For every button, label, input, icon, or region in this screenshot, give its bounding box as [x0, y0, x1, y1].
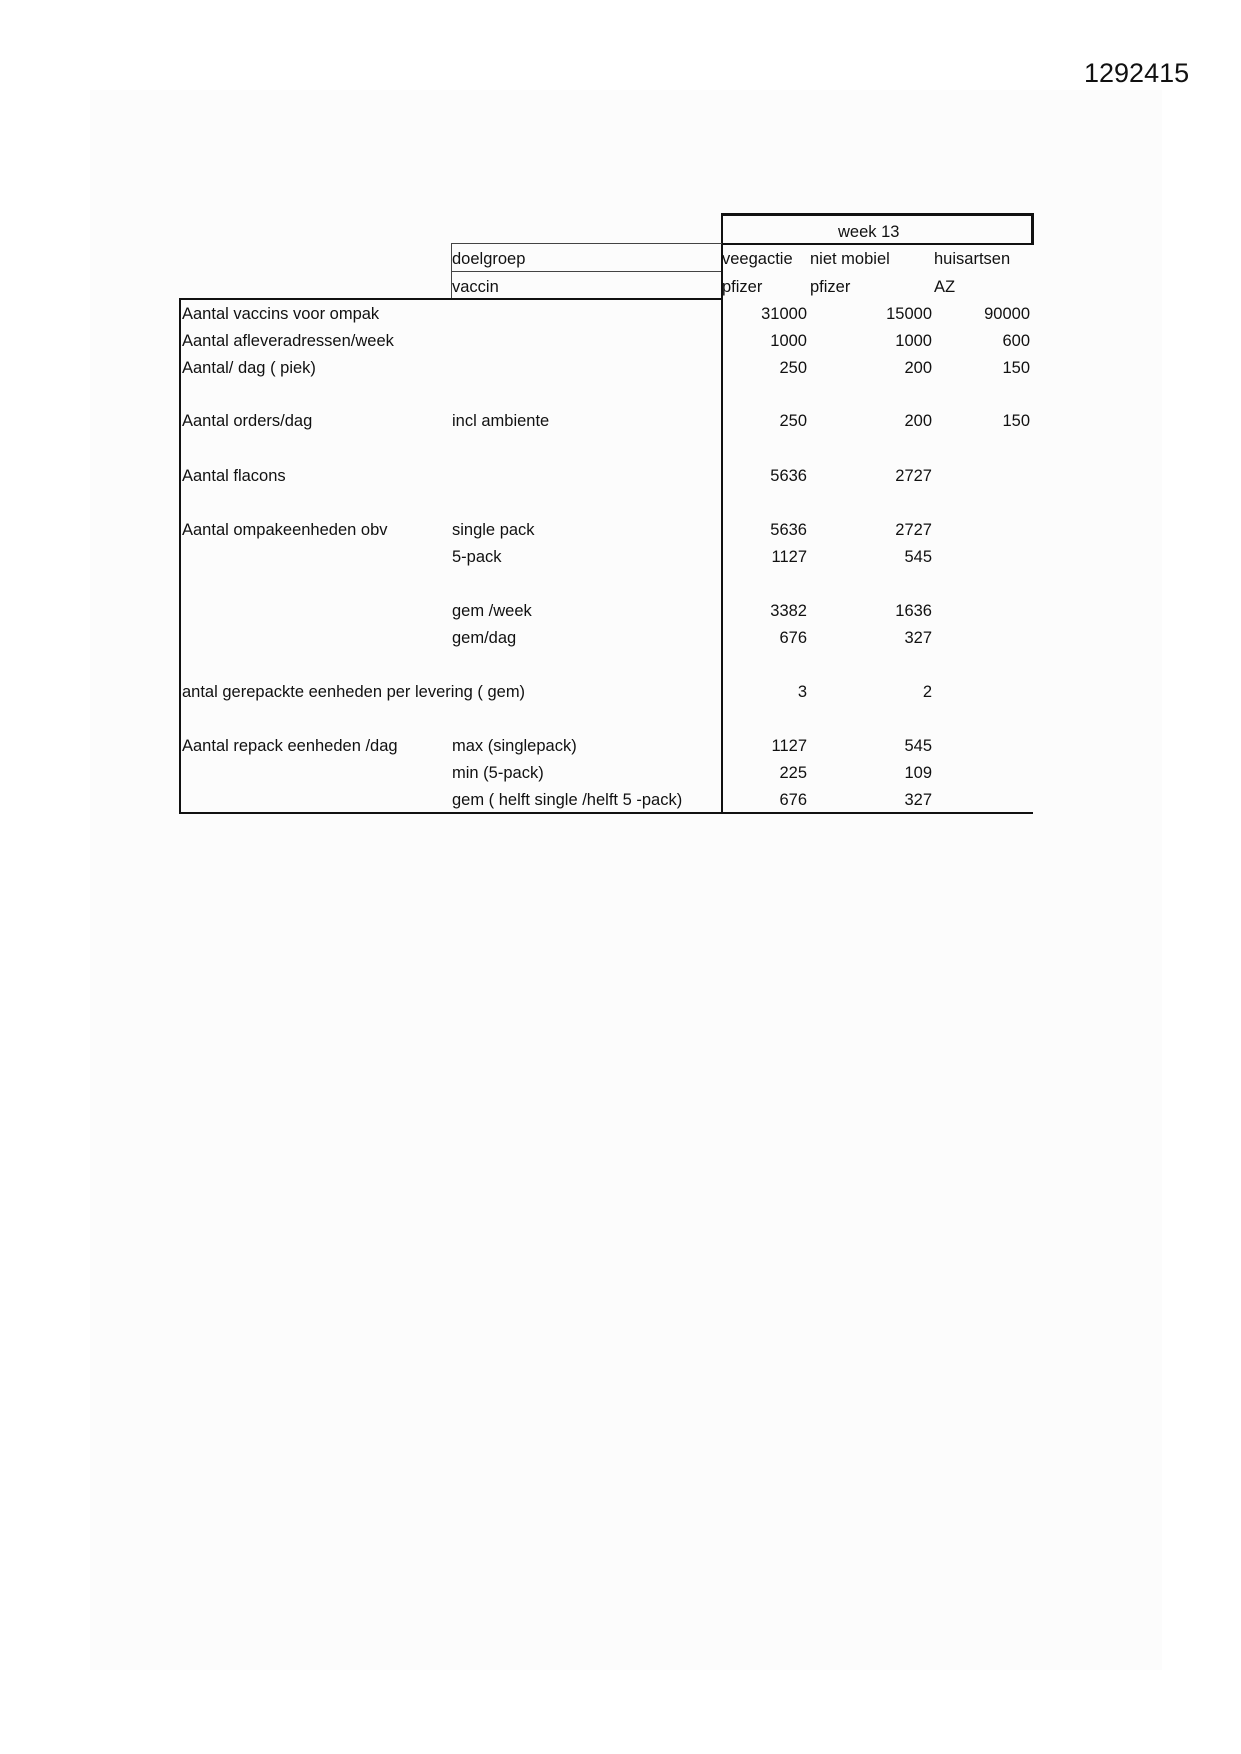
- row-sublabel: gem ( helft single /helft 5 -pack): [452, 791, 683, 809]
- row-value-col2: 327: [904, 791, 932, 809]
- doelgroep-box-top: [451, 243, 722, 244]
- column-vaccin-2: pfizer: [810, 278, 851, 296]
- row-value-col1: 1127: [771, 737, 807, 755]
- row-value-col2: 109: [904, 764, 932, 782]
- main-box-left: [179, 298, 181, 814]
- row-value-col3: 150: [1002, 359, 1030, 377]
- row-label: Aantal vaccins voor ompak: [182, 305, 380, 323]
- row-value-col2: 327: [904, 629, 932, 647]
- row-sublabel: incl ambiente: [452, 412, 550, 430]
- row-value-col2: 2: [922, 683, 932, 701]
- week-label: week 13: [838, 223, 900, 241]
- doelgroep-label: doelgroep: [452, 250, 526, 268]
- row-value-col1: 250: [779, 359, 807, 377]
- row-value-col1: 225: [779, 764, 807, 782]
- row-value-col2: 2727: [895, 521, 932, 539]
- column-vaccin-3: AZ: [934, 278, 956, 296]
- column-doelgroep-3: huisartsen: [934, 250, 1011, 268]
- row-value-col1: 3: [797, 683, 807, 701]
- row-sublabel: gem/dag: [452, 629, 517, 647]
- row-value-col2: 1636: [895, 602, 932, 620]
- row-sublabel: max (singlepack): [452, 737, 577, 755]
- row-value-col2: 15000: [886, 305, 932, 323]
- row-value-col3: 150: [1002, 412, 1030, 430]
- week-box-bottom: [721, 243, 1033, 245]
- row-value-col1: 5636: [770, 467, 807, 485]
- row-value-col1: 5636: [770, 521, 807, 539]
- row-value-col1: 31000: [761, 305, 807, 323]
- row-value-col2: 200: [904, 359, 932, 377]
- main-box-top: [179, 298, 723, 300]
- row-sublabel: gem /week: [452, 602, 532, 620]
- row-value-col2: 2727: [895, 467, 932, 485]
- row-value-col2: 545: [904, 548, 932, 566]
- scanned-page-area: [90, 90, 1162, 1670]
- row-value-col3: 90000: [984, 305, 1030, 323]
- row-value-col1: 1127: [771, 548, 807, 566]
- row-sublabel: min (5-pack): [452, 764, 544, 782]
- row-sublabel: 5-pack: [452, 548, 502, 566]
- row-label: Aantal ompakeenheden obv: [182, 521, 388, 539]
- row-value-col3: 600: [1002, 332, 1030, 350]
- row-label: Aantal flacons: [182, 467, 286, 485]
- row-value-col1: 1000: [770, 332, 807, 350]
- column-doelgroep-1: veegactie: [722, 250, 793, 268]
- row-label: Aantal/ dag ( piek): [182, 359, 316, 377]
- week-box-top: [721, 213, 1033, 216]
- document-number: 1292415: [1084, 58, 1190, 88]
- column-doelgroep-2: niet mobiel: [810, 250, 890, 268]
- row-label: Aantal repack eenheden /dag: [182, 737, 398, 755]
- row-value-col2: 545: [904, 737, 932, 755]
- row-label: Aantal orders/dag: [182, 412, 313, 430]
- week-box-left: [721, 213, 723, 245]
- doelgroep-vaccin-divider: [451, 271, 722, 272]
- row-sublabel: single pack: [452, 521, 535, 539]
- row-value-col1: 676: [779, 791, 807, 809]
- row-value-col1: 676: [779, 629, 807, 647]
- week-box-right: [1031, 213, 1034, 245]
- row-value-col2: 200: [904, 412, 932, 430]
- row-label: antal gerepackte eenheden per levering ( gem): [182, 683, 526, 701]
- table-bottom: [179, 812, 1033, 814]
- column-vaccin-1: pfizer: [722, 278, 763, 296]
- row-value-col1: 3382: [770, 602, 807, 620]
- row-value-col1: 250: [779, 412, 807, 430]
- row-label: Aantal afleveradressen/week: [182, 332, 394, 350]
- vaccin-label: vaccin: [452, 278, 499, 296]
- row-value-col2: 1000: [895, 332, 932, 350]
